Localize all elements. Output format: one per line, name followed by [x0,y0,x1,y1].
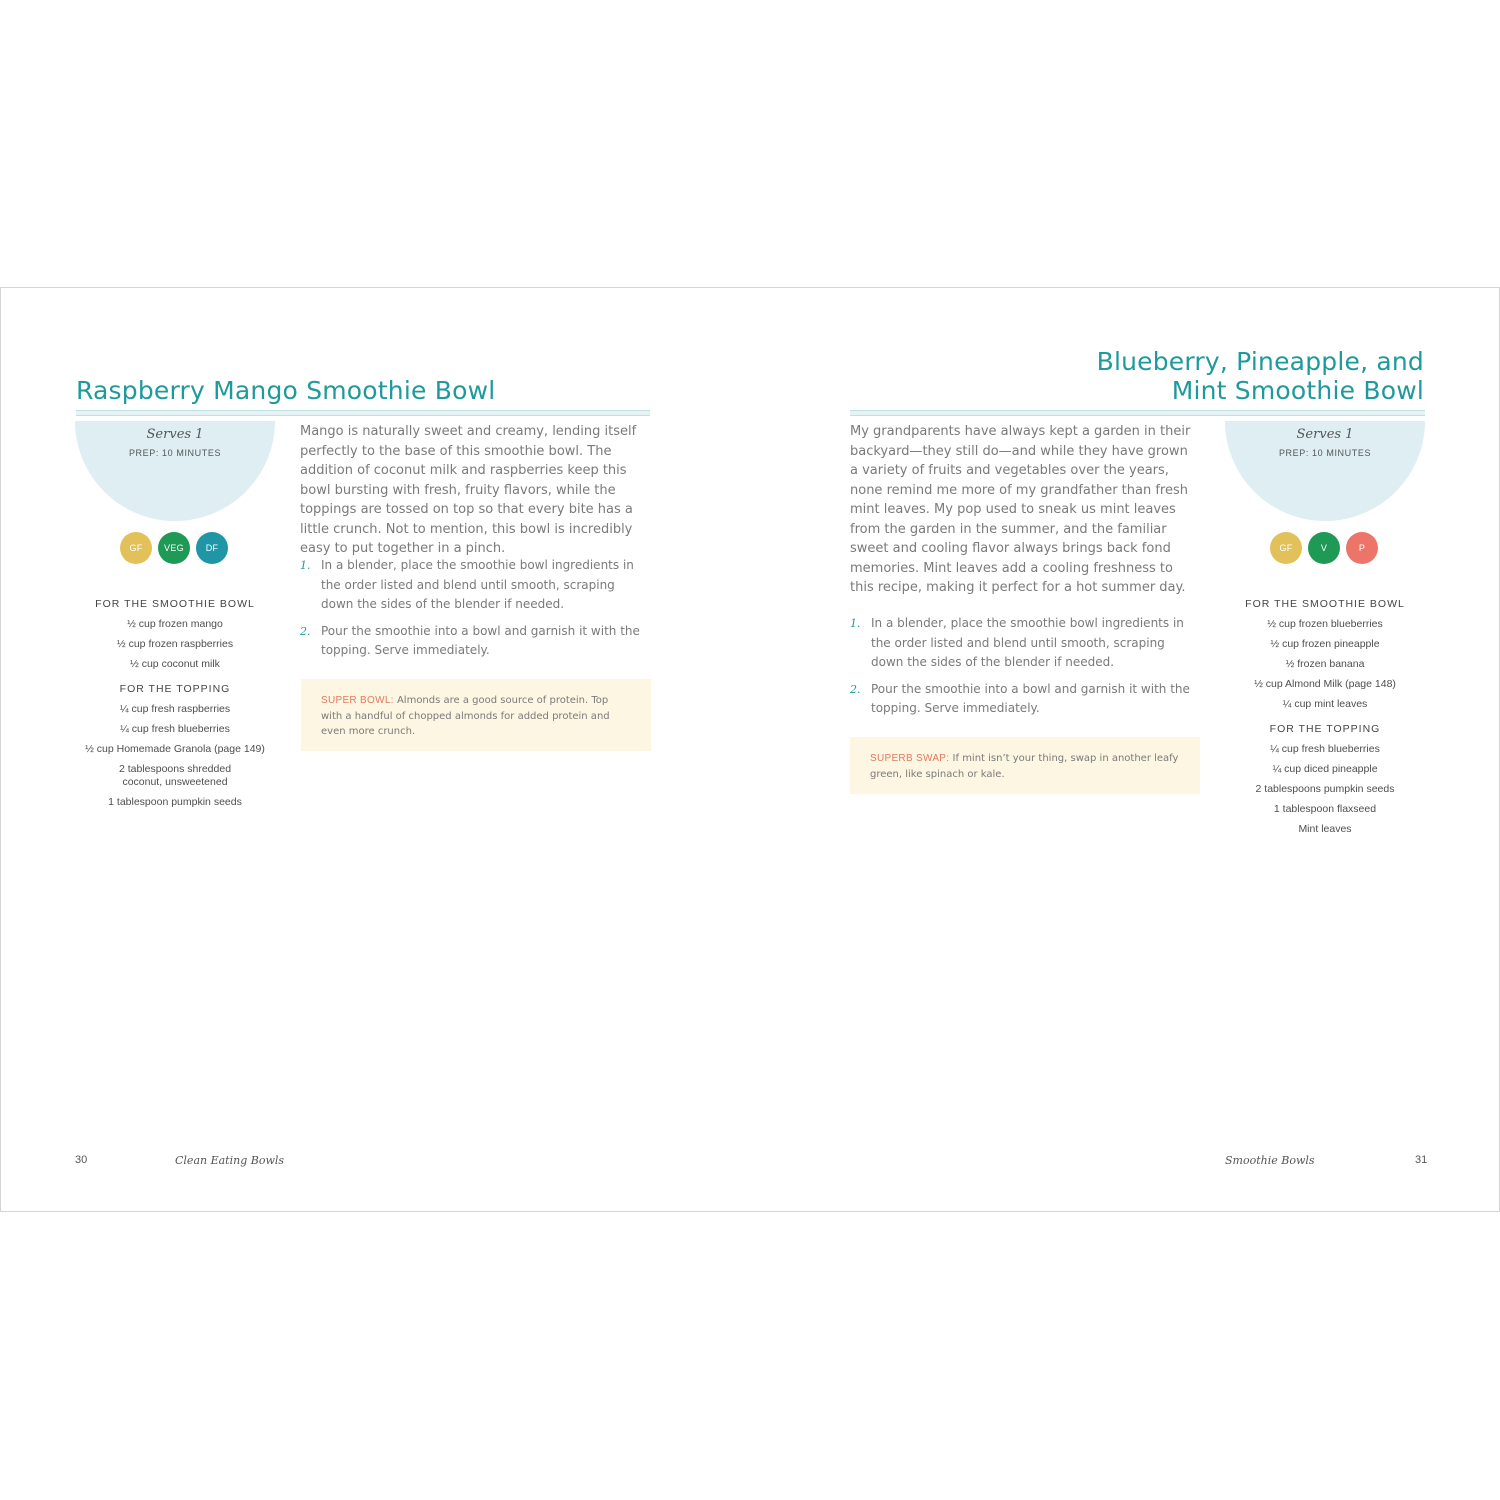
right-ingredients [1215,598,1435,848]
ingredient-item: ½ cup Almond Milk (page 148) [1254,678,1396,690]
step-number: 1. [300,559,311,572]
ingredient-item: ½ cup frozen raspberries [116,638,234,650]
right-running-head: Smoothie Bowls [1225,1154,1315,1167]
badge-vegan: V [1308,532,1340,564]
ingredient-item: 2 tablespoons shredded coconut, unsweetened [118,763,232,788]
badge-gluten-free: GF [120,532,152,564]
ingredients-heading: FOR THE SMOOTHIE BOWL [95,598,255,610]
tip-text: Almonds are a good source of protein. Top with a handful of chopped almonds for added protein and even more crunch. [321,695,610,737]
badge-gluten-free: GF [1270,532,1302,564]
book-spread [0,287,1500,1212]
ingredient-item: ¼ cup fresh blueberries [120,723,230,735]
step-number: 2. [300,624,311,638]
right-serves: Serves 1 [1296,427,1354,442]
tip-label: SUPER BOWL: [321,695,394,706]
step-text: Pour the smoothie into a bowl and garnish it with the topping. Serve immediately. [871,681,1190,715]
step-number: 2. [850,682,861,696]
ingredient-item: ½ frozen banana [1285,658,1365,670]
left-tip-box [301,679,651,751]
ingredient-item: ¼ cup diced pineapple [1272,763,1378,775]
left-serving-info [75,421,275,521]
step-item [300,622,640,661]
step-text: Pour the smoothie into a bowl and garnish it with the topping. Serve immediately. [321,623,640,657]
ingredient-item: Mint leaves [1298,823,1352,835]
ingredients-heading: FOR THE TOPPING [119,683,231,695]
ingredient-item: 1 tablespoon pumpkin seeds [108,796,242,808]
ingredient-item: ½ cup frozen pineapple [1270,638,1380,650]
right-title-line-1: Blueberry, Pineapple, and [1096,347,1424,376]
tip-text: If mint isn’t your thing, swap in another leafy green, like spinach or kale. [870,753,1179,780]
left-prep-time: PREP: 10 MINUTES [128,448,222,458]
step-item [300,556,640,615]
right-tip-box [850,737,1200,794]
ingredient-item: ½ cup frozen mango [127,618,223,630]
left-steps [300,556,640,668]
ingredient-item: ½ cup frozen blueberries [1267,618,1383,630]
badge-paleo: P [1346,532,1378,564]
right-steps [850,614,1190,726]
left-serves: Serves 1 [146,427,204,442]
step-text: In a blender, place the smoothie bowl ingredients in the order listed and blend until smooth, scraping down the sides of the blender if needed. [871,616,1184,669]
ingredient-item: ¼ cup fresh blueberries [1270,743,1380,755]
ingredient-item: ¼ cup fresh raspberries [119,703,231,715]
ingredient-item: ¼ cup mint leaves [1282,698,1368,710]
step-item [850,614,1190,673]
ingredient-item: ½ cup coconut milk [130,658,220,670]
ingredients-heading: FOR THE TOPPING [1269,723,1381,735]
left-running-head: Clean Eating Bowls [175,1154,285,1167]
left-diet-badges [120,532,228,564]
right-intro-text: My grandparents have always kept a garden in their backyard—they still do—and while they have grown a variety of fruits and vegetables over the years, none remind me more of my grandfather than fresh mint leaves. My pop used to sneak us mint leaves from the garden in the summer, and the familiar sweet and cooling flavor always brings back fond memories. Mint leaves add a cooling freshness to this recipe, making it perfect for a hot summer day. [850,424,1191,595]
badge-vegetarian: VEG [158,532,190,564]
badge-dairy-free: DF [196,532,228,564]
right-title-line-2: Mint Smoothie Bowl [1171,376,1424,405]
step-item [850,680,1190,719]
right-title-rule [850,410,1425,416]
right-recipe-title [1097,347,1424,405]
step-text: In a blender, place the smoothie bowl ingredients in the order listed and blend until smooth, scraping down the sides of the blender if needed. [321,558,634,611]
left-title-rule [76,410,650,416]
left-recipe-title: Raspberry Mango Smoothie Bowl [76,376,496,405]
right-serving-info [1225,421,1425,521]
ingredient-item: ½ cup Homemade Granola (page 149) [85,743,265,755]
ingredient-item: 2 tablespoons pumpkin seeds [1255,783,1395,795]
tip-label: SUPERB SWAP: [870,753,950,764]
left-ingredients [65,598,285,821]
left-intro-text: Mango is naturally sweet and creamy, lending itself perfectly to the base of this smoothie bowl. The addition of coconut milk and raspberries keep this bowl bursting with fresh, fruity flavors, while the toppings are tossed on top so that every bite has a little crunch. Not to mention, this bowl is incredibly easy to put together in a pinch. [300,424,637,556]
left-page-number: 30 [75,1154,88,1166]
step-number: 1. [850,617,861,630]
right-diet-badges [1270,532,1378,564]
right-prep-time: PREP: 10 MINUTES [1278,448,1372,458]
ingredients-heading: FOR THE SMOOTHIE BOWL [1245,598,1405,610]
ingredient-item: 1 tablespoon flaxseed [1273,803,1377,815]
right-page-number: 31 [1415,1154,1428,1166]
